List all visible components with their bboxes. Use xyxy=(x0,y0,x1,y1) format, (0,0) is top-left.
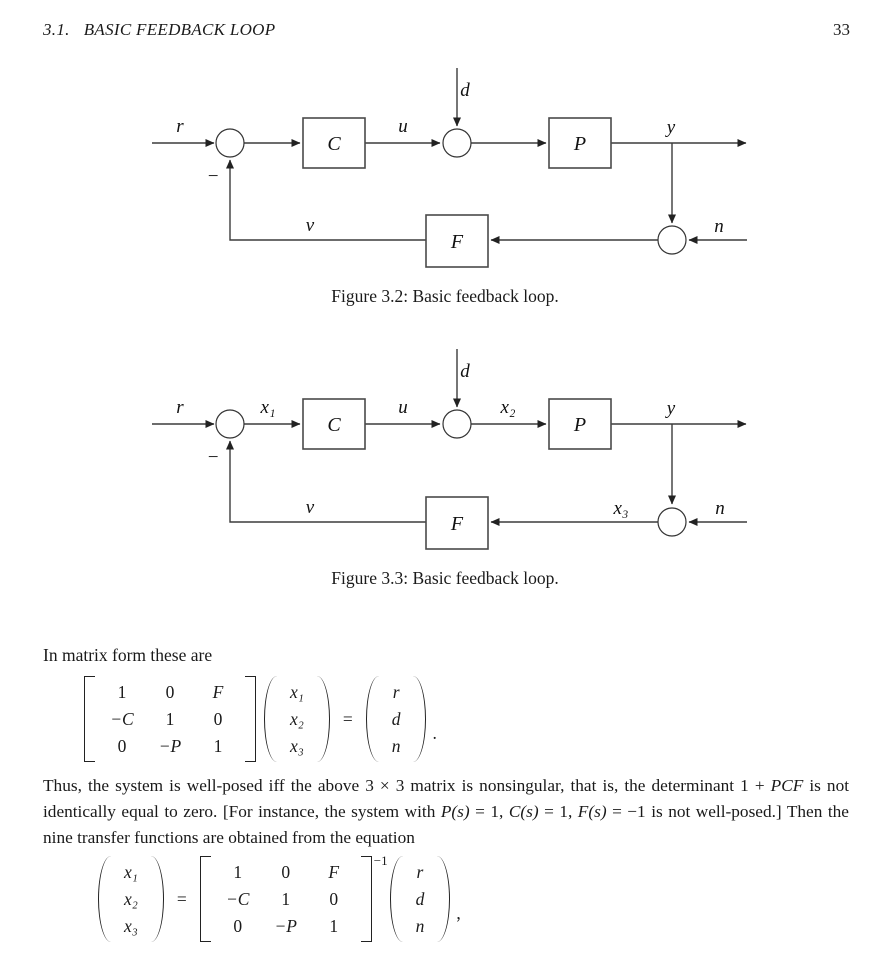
vector-cell: x₁ xyxy=(290,681,304,702)
state-vector xyxy=(277,679,317,760)
signal-n-label: n xyxy=(715,498,725,519)
matrix-cell: 0 xyxy=(281,861,291,882)
matrix-cell: −C xyxy=(225,888,250,909)
coefficient-matrix xyxy=(98,679,242,760)
signal-u-label: u xyxy=(398,116,408,137)
intro-text: In matrix form these are xyxy=(43,645,213,665)
vector-cell: d xyxy=(415,888,425,909)
figure-3-2-caption: Figure 3.2: Basic feedback loop. xyxy=(331,286,559,306)
body-paragraph xyxy=(43,773,849,851)
matrix-equation-1 xyxy=(84,676,437,762)
signal-v-label: v xyxy=(305,497,315,518)
right-square-bracket xyxy=(245,676,256,762)
matrix-cell: 1 xyxy=(213,735,223,756)
matrix-cell: −P xyxy=(158,735,182,756)
vector-cell: r xyxy=(392,681,400,702)
vector-cell: x₃ xyxy=(124,915,138,936)
section-title: BASIC FEEDBACK LOOP xyxy=(83,20,276,39)
signal-y-label: y xyxy=(666,117,676,138)
figure-3-3-diagram xyxy=(0,336,890,564)
math-token: F(s) xyxy=(577,802,607,821)
vector-cell: n xyxy=(391,735,401,756)
paragraph-text: Thus, the system is well-posed iff the above 3 × 3 matrix is nonsingular, that is, the determinant 1 + xyxy=(43,776,771,795)
plant-label: P xyxy=(573,414,587,436)
vector-cell: x₂ xyxy=(124,888,138,909)
matrix-cell: 0 xyxy=(329,888,339,909)
section-number: 3.1. xyxy=(43,20,70,39)
matrix-cell: F xyxy=(212,681,224,702)
left-paren xyxy=(98,856,111,942)
running-head xyxy=(43,20,275,40)
matrix-cell: 1 xyxy=(165,708,175,729)
input-vector xyxy=(379,679,414,760)
vector-cell: x₂ xyxy=(290,708,304,729)
left-paren xyxy=(366,676,379,762)
coefficient-matrix xyxy=(214,859,358,940)
vector-cell: x₃ xyxy=(290,735,304,756)
feedback-label: F xyxy=(450,513,464,535)
equals-sign: = xyxy=(176,888,187,909)
signal-d-label: d xyxy=(460,80,470,101)
left-paren xyxy=(390,856,403,942)
signal-y-label: y xyxy=(666,398,676,419)
paragraph-text: = −1 is not well-posed.] Then the nine transfer functions are obtained from the equation xyxy=(43,802,849,847)
summing-junction-disturbance xyxy=(443,129,471,157)
matrix-cell: 0 xyxy=(213,708,223,729)
right-square-bracket xyxy=(361,856,372,942)
matrix-cell: 1 xyxy=(329,915,339,936)
equation-comma: , xyxy=(456,903,461,923)
feedback-label: F xyxy=(450,231,464,253)
signal-r-label: r xyxy=(176,397,184,418)
summing-junction-disturbance xyxy=(443,410,471,438)
signal-v-label: v xyxy=(305,215,315,236)
vector-cell: d xyxy=(391,708,401,729)
left-square-bracket xyxy=(84,676,95,762)
right-paren xyxy=(413,676,426,762)
left-paren xyxy=(264,676,277,762)
matrix-cell: −P xyxy=(274,915,297,936)
input-vector xyxy=(403,859,438,940)
signal-x2-label: x₂ xyxy=(500,397,516,418)
left-square-bracket xyxy=(200,856,211,942)
page-header xyxy=(43,20,850,40)
paragraph-text: = 1, xyxy=(469,802,509,821)
vector-cell: n xyxy=(415,915,425,936)
figure-3-2-diagram xyxy=(0,55,890,283)
page-number: 33 xyxy=(833,20,850,39)
controller-label: C xyxy=(327,414,341,436)
equation-period: . xyxy=(432,723,437,743)
math-token: P(s) xyxy=(440,802,470,821)
math-token: PCF xyxy=(770,776,804,795)
right-paren xyxy=(317,676,330,762)
matrix-cell: −C xyxy=(110,708,134,729)
matrix-cell: 0 xyxy=(165,681,175,702)
math-token: C(s) xyxy=(508,802,539,821)
summing-junction-noise xyxy=(658,226,686,254)
summing-junction-noise xyxy=(658,508,686,536)
plant-label: P xyxy=(573,133,587,155)
matrix-cell: 0 xyxy=(233,915,243,936)
figure-3-3-caption: Figure 3.3: Basic feedback loop. xyxy=(331,568,559,588)
paragraph-text: is not identically equal to zero. [For instance, the system with xyxy=(43,776,850,821)
paragraph-text: = 1, xyxy=(538,802,578,821)
controller-label: C xyxy=(327,133,341,155)
inverse-exponent: −1 xyxy=(373,853,388,868)
signal-d-label: d xyxy=(460,361,470,382)
summing-junction-error xyxy=(216,129,244,157)
minus-sign: − xyxy=(206,166,220,187)
matrix-cell: 0 xyxy=(117,735,127,756)
matrix-cell: F xyxy=(328,861,340,882)
signal-r-label: r xyxy=(176,116,184,137)
signal-n-label: n xyxy=(714,216,724,237)
vector-cell: r xyxy=(416,861,424,882)
summing-junction-error xyxy=(216,410,244,438)
right-paren xyxy=(151,856,164,942)
matrix-cell: 1 xyxy=(233,861,243,882)
right-paren xyxy=(437,856,450,942)
matrix-equation-2 xyxy=(98,853,461,942)
signal-x1-label: x₁ xyxy=(260,397,276,418)
minus-sign: − xyxy=(206,447,220,468)
signal-u-label: u xyxy=(398,397,408,418)
state-vector xyxy=(111,859,151,940)
equals-sign: = xyxy=(342,708,353,729)
matrix-cell: 1 xyxy=(117,681,127,702)
matrix-cell: 1 xyxy=(281,888,291,909)
vector-cell: x₁ xyxy=(124,861,138,882)
signal-x3-label: x₃ xyxy=(613,498,629,519)
